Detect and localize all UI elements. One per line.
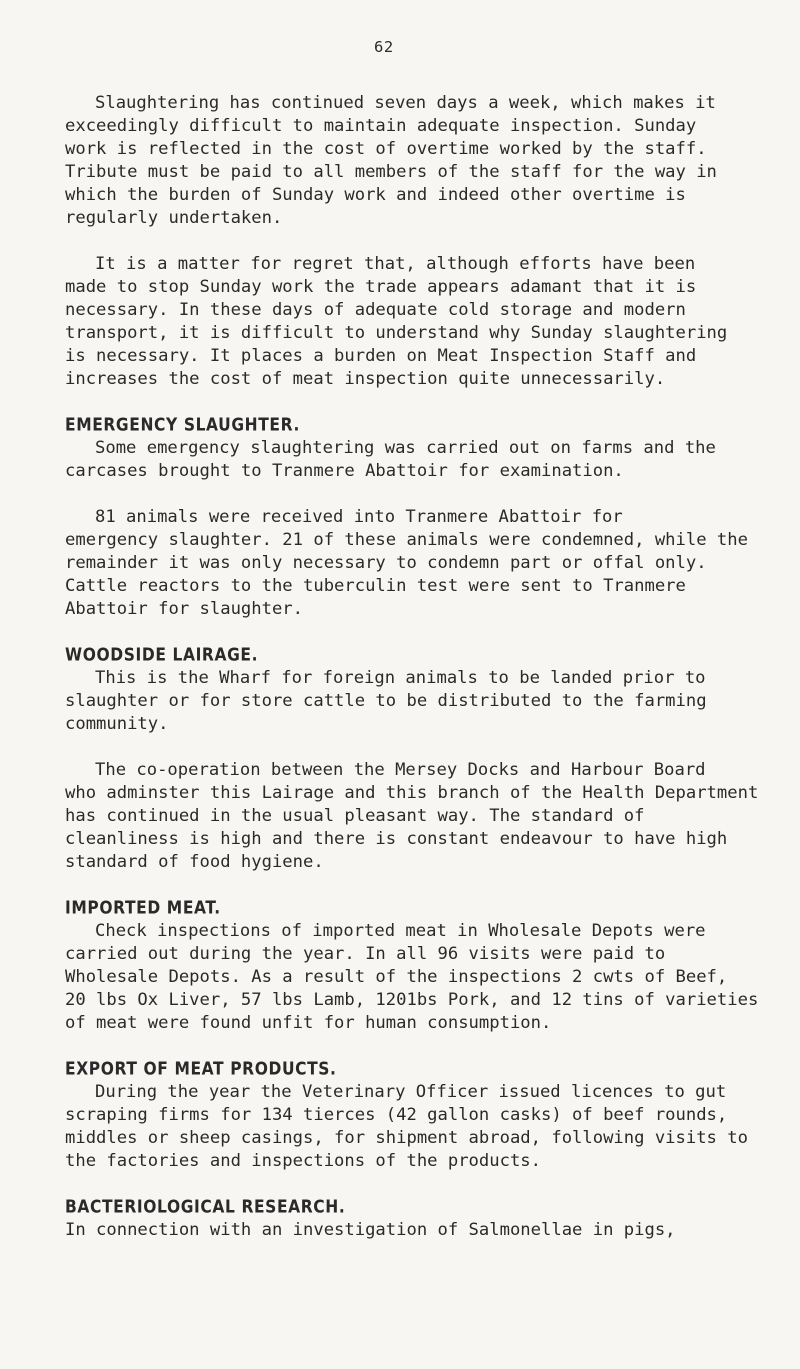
paragraph-bacteriological-research — [65, 1219, 775, 1242]
paragraph-woodside-1 — [65, 667, 775, 736]
text-line: carcases brought to Tranmere Abattoir for examination. — [65, 461, 624, 481]
page-number: 62 — [374, 38, 394, 56]
text-line: necessary. In these days of adequate cold storage and modern — [65, 300, 686, 320]
section-heading-emergency-slaughter: EMERGENCY SLAUGHTER. — [65, 414, 300, 436]
text-line: made to stop Sunday work the trade appears adamant that it is — [65, 277, 697, 297]
text-line: Cattle reactors to the tuberculin test were sent to Tranmere — [65, 576, 686, 596]
text-line: increases the cost of meat inspection quite unnecessarily. — [65, 369, 666, 389]
text-line: Abattoir for slaughter. — [65, 599, 303, 619]
text-line: emergency slaughter. 21 of these animals were condemned, while the — [65, 530, 748, 550]
paragraph-woodside-2 — [65, 759, 775, 874]
text-line: has continued in the usual pleasant way. The standard of — [65, 806, 645, 826]
text-line: Check inspections of imported meat in Wholesale Depots were — [95, 921, 706, 941]
text-line: of meat were found unfit for human consumption. — [65, 1013, 552, 1033]
text-line: 81 animals were received into Tranmere Abattoir for — [95, 507, 623, 527]
paragraph-sunday-slaughtering — [65, 92, 775, 230]
text-line: Wholesale Depots. As a result of the inspections 2 cwts of Beef, — [65, 967, 728, 987]
text-line: scraping firms for 134 tierces (42 gallon casks) of beef rounds, — [65, 1105, 728, 1125]
text-line: the factories and inspections of the products. — [65, 1151, 541, 1171]
text-line: work is reflected in the cost of overtime worked by the staff. — [65, 139, 707, 159]
section-heading-export-meat-products: EXPORT OF MEAT PRODUCTS. — [65, 1058, 337, 1080]
text-line: regularly undertaken. — [65, 208, 283, 228]
section-heading-imported-meat: IMPORTED MEAT. — [65, 897, 221, 919]
text-line: community. — [65, 714, 169, 734]
text-line: exceedingly difficult to maintain adequate inspection. Sunday — [65, 116, 697, 136]
text-line: remainder it was only necessary to condemn part or offal only. — [65, 553, 707, 573]
text-line: middles or sheep casings, for shipment abroad, following visits to — [65, 1128, 748, 1148]
text-line: It is a matter for regret that, although efforts have been — [95, 254, 696, 274]
text-line: Tribute must be paid to all members of the staff for the way in — [65, 162, 717, 182]
text-line: During the year the Veterinary Officer issued licences to gut — [95, 1082, 727, 1102]
text-line: standard of food hygiene. — [65, 852, 324, 872]
paragraph-sunday-work-regret — [65, 253, 775, 391]
section-heading-woodside-lairage: WOODSIDE LAIRAGE. — [65, 644, 259, 666]
text-line: 20 lbs Ox Liver, 57 lbs Lamb, 1201bs Pork, and 12 tins of varieties — [65, 990, 759, 1010]
page-content — [65, 92, 775, 1242]
section-heading-bacteriological-research: BACTERIOLOGICAL RESEARCH. — [65, 1196, 346, 1218]
text-line: Some emergency slaughtering was carried out on farms and the — [95, 438, 716, 458]
text-line: This is the Wharf for foreign animals to be landed prior to — [95, 668, 706, 688]
paragraph-emergency-1 — [65, 437, 775, 483]
text-line: In connection with an investigation of Salmonellae in pigs, — [65, 1220, 676, 1240]
text-line: cleanliness is high and there is constant endeavour to have high — [65, 829, 728, 849]
paragraph-imported-meat — [65, 920, 775, 1035]
text-line: transport, it is difficult to understand why Sunday slaughtering — [65, 323, 728, 343]
paragraph-emergency-2 — [65, 506, 775, 621]
text-line: is necessary. It places a burden on Meat Inspection Staff and — [65, 346, 697, 366]
text-line: carried out during the year. In all 96 visits were paid to — [65, 944, 666, 964]
text-line: who adminster this Lairage and this branch of the Health Department — [65, 783, 759, 803]
paragraph-export-meat-products — [65, 1081, 775, 1173]
text-line: Slaughtering has continued seven days a week, which makes it — [95, 93, 716, 113]
text-line: slaughter or for store cattle to be distributed to the farming — [65, 691, 707, 711]
text-line: The co-operation between the Mersey Docks and Harbour Board — [95, 760, 706, 780]
text-line: which the burden of Sunday work and indeed other overtime is — [65, 185, 686, 205]
